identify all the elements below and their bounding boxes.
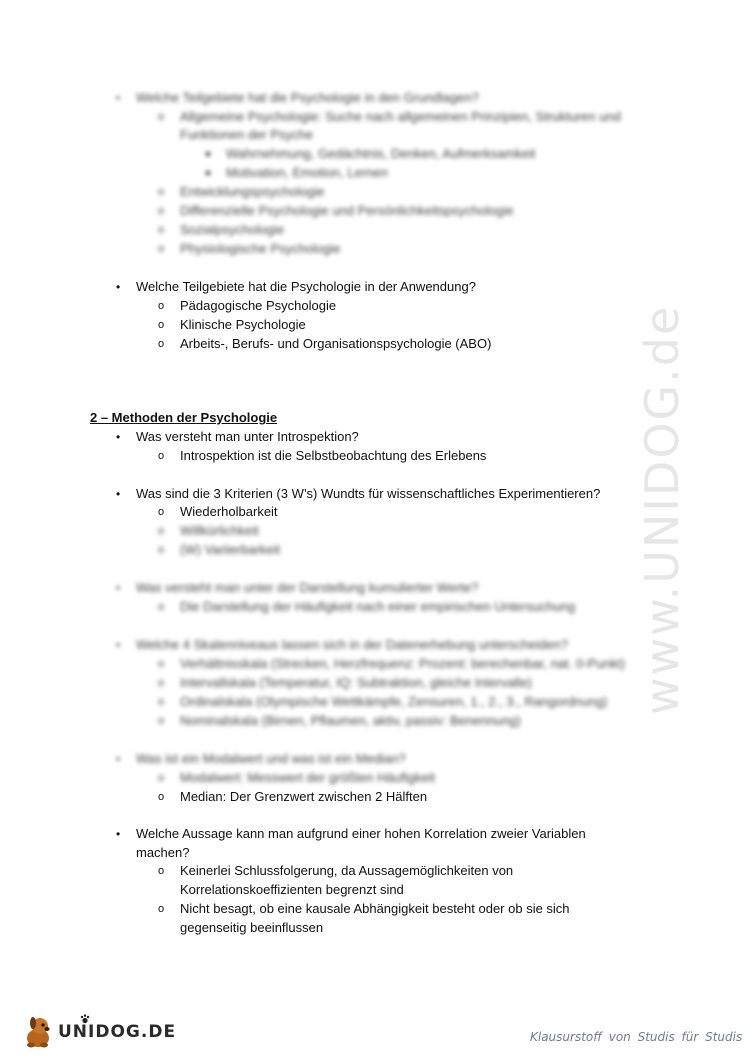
sub-bullet: o xyxy=(158,300,165,312)
sub-bullet: o xyxy=(158,677,165,689)
sub-bullet: o xyxy=(158,772,165,784)
answer-text: Arbeits-, Berufs- und Organisationspsychologie (ABO) xyxy=(180,336,492,351)
answer-text: Wahrnehmung, Gedächtnis, Denken, Aufmerksamkeit xyxy=(226,146,536,161)
sub-bullet: o xyxy=(158,544,165,556)
sub-bullet: o xyxy=(158,696,165,708)
answer-text: Allgemeine Psychologie: Suche nach allgemeinen Prinzipien, Strukturen und xyxy=(180,109,621,124)
answer-text: (W) Variierbarkeit xyxy=(180,542,281,557)
answer-text: gegenseitig beeinflussen xyxy=(180,920,324,935)
unidog-logo[interactable] xyxy=(22,1014,177,1050)
answer-text: Introspektion ist die Selbstbeobachtung des Erlebens xyxy=(180,448,487,463)
answer-text: Klinische Psychologie xyxy=(180,317,306,332)
answer-text: Nicht besagt, ob eine kausale Abhängigkeit besteht oder ob sie sich xyxy=(180,901,570,916)
sub-bullet: o xyxy=(158,338,165,350)
bullet: • xyxy=(116,430,121,444)
answer-text: Sozialpsychologie xyxy=(180,222,285,237)
sub-bullet: o xyxy=(158,506,165,518)
answer-text: Entwicklungspsychologie xyxy=(180,184,325,199)
answer-text: Funktionen der Psyche xyxy=(180,127,313,142)
answer-text: Intervallskala (Temperatur, IQ: Subtraktion, gleiche Intervalle) xyxy=(180,675,532,690)
question-text: Was sind die 3 Kriterien (3 W’s) Wundts für wissenschaftliches Experimentieren? xyxy=(136,486,601,501)
question-text: machen? xyxy=(136,845,190,860)
question-text: Was ist ein Modalwert und was ist ein Median? xyxy=(136,751,406,766)
answer-text: Ordinalskala (Olympische Wettkämpfe, Zensuren, 1., 2., 3., Rangordnung) xyxy=(180,694,608,709)
answer-text: Modalwert: Messwert der größten Häufigkeit xyxy=(180,770,436,785)
answer-text: Motivation, Emotion, Lernen xyxy=(226,165,388,180)
answer-text: Die Darstellung der Häufigkeit nach einer empirischen Untersuchung xyxy=(180,599,576,614)
answer-text: Median: Der Grenzwert zwischen 2 Hälften xyxy=(180,789,428,804)
question-text: Was versteht man unter der Darstellung kumulierter Werte? xyxy=(136,580,479,595)
sub-bullet: o xyxy=(158,658,165,670)
sub-bullet: o xyxy=(158,715,165,727)
answer-text: Pädagogische Psychologie xyxy=(180,298,337,313)
answer-text: Physiologische Psychologie xyxy=(180,241,341,256)
question-text: Welche Teilgebiete hat die Psychologie in den Grundlagen? xyxy=(136,90,479,105)
sub-bullet: o xyxy=(158,186,165,198)
sub-bullet: o xyxy=(158,224,165,236)
square-bullet xyxy=(206,171,210,175)
question-text: Welche Aussage kann man aufgrund einer hohen Korrelation zweier Variablen xyxy=(136,826,586,841)
answer-text: Keinerlei Schlussfolgerung, da Aussagemöglichkeiten von xyxy=(180,863,514,878)
answer-text: Differenzielle Psychologie und Persönlichkeitspsychologie xyxy=(180,203,514,218)
answer-text: Wiederholbarkeit xyxy=(180,504,278,519)
bullet: • xyxy=(116,638,121,652)
answer-text: Korrelationskoeffizienten begrenzt sind xyxy=(180,882,404,897)
sub-bullet: o xyxy=(158,865,165,877)
question-text: Was versteht man unter Introspektion? xyxy=(136,429,359,444)
bullet: • xyxy=(116,827,121,841)
answer-text: Nominalskala (Birnen, Pflaumen, aktiv, passiv: Benennung) xyxy=(180,713,521,728)
sub-bullet: o xyxy=(158,243,165,255)
section-heading: 2 – Methoden der Psychologie xyxy=(90,410,278,425)
answer-text: Willkürlichkeit xyxy=(180,523,259,538)
sub-bullet: o xyxy=(158,319,165,331)
question-text: Welche 4 Skalenniveaus lassen sich in der Datenerhebung unterscheiden? xyxy=(136,637,568,652)
dog-icon xyxy=(22,1014,58,1050)
question-text: Welche Teilgebiete hat die Psychologie in der Anwendung? xyxy=(136,279,476,294)
bullet: • xyxy=(116,752,121,766)
bullet: • xyxy=(116,487,121,501)
sub-bullet: o xyxy=(158,525,165,537)
square-bullet xyxy=(206,152,210,156)
sub-bullet: o xyxy=(158,450,165,462)
sub-bullet: o xyxy=(158,791,165,803)
sub-bullet: o xyxy=(158,601,165,613)
footer-tagline: Klausurstoff von Studis für Studis xyxy=(530,1030,743,1044)
sub-bullet: o xyxy=(158,111,165,123)
answer-text: Verhältnisskala (Strecken, Herzfrequenz: Prozent: berechenbar, nat. 0-Punkt) xyxy=(180,656,626,671)
bullet: • xyxy=(116,91,121,105)
sub-bullet: o xyxy=(158,903,165,915)
bullet: • xyxy=(116,280,121,294)
sub-bullet: o xyxy=(158,205,165,217)
watermark: www.UNIDOG.de xyxy=(635,304,689,716)
bullet: • xyxy=(116,581,121,595)
logo-text: UNIDOG.DE xyxy=(58,1022,177,1042)
